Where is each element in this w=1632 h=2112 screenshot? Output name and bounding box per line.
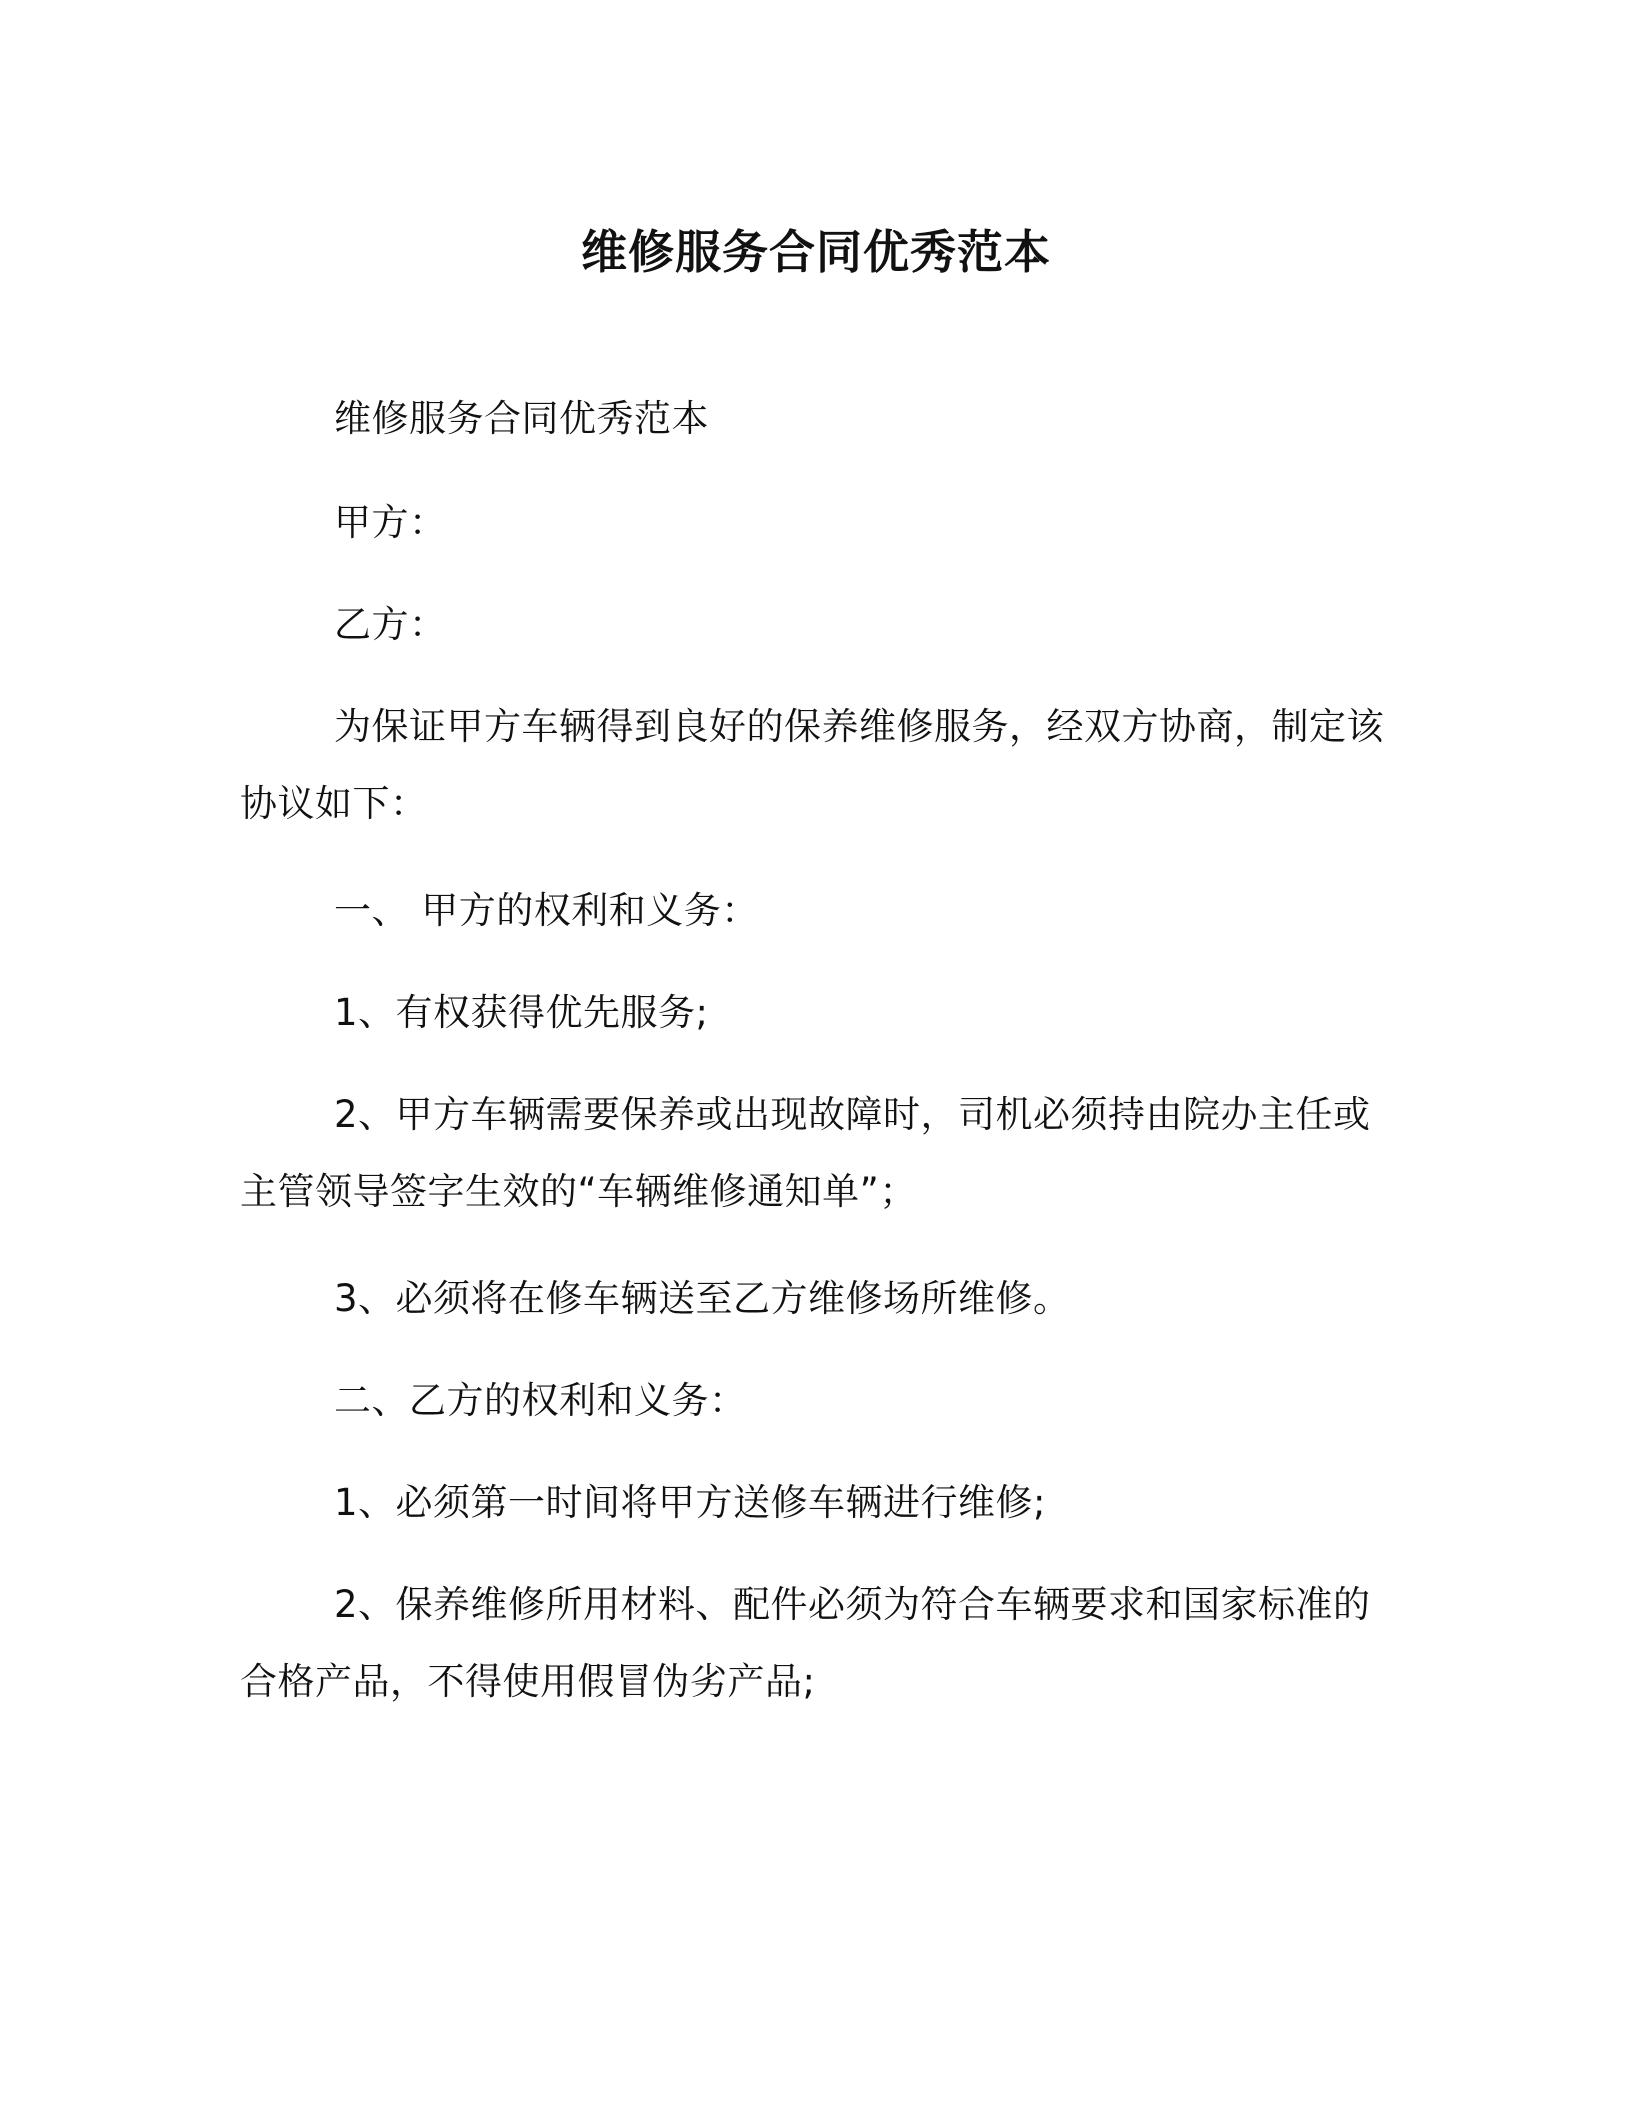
- paragraph-line: 为保证甲方车辆得到良好的保养维修服务，经双方协商，制定该: [334, 705, 1384, 748]
- paragraph-party-b: [240, 586, 1390, 663]
- section-heading-party-b: [240, 1362, 1390, 1439]
- clause-a-1: [240, 974, 1390, 1051]
- paragraph-party-a: [240, 484, 1390, 561]
- clause-b-1: [240, 1464, 1390, 1541]
- paragraph-line: 1、必须第一时间将甲方送修车辆进行维修;: [334, 1481, 1047, 1524]
- paragraph-line: 2、甲方车辆需要保养或出现故障时，司机必须持由院办主任或: [334, 1093, 1371, 1136]
- paragraph-line: 二、乙方的权利和义务：: [334, 1379, 747, 1422]
- paragraph-subtitle: [240, 380, 1390, 457]
- paragraph-line: 合格产品，不得使用假冒伪劣产品;: [240, 1660, 816, 1703]
- paragraph-line: 甲方：: [334, 501, 447, 544]
- paragraph-line: 一、 甲方的权利和义务：: [334, 889, 759, 932]
- paragraph-preamble: [240, 688, 1390, 842]
- paragraph-line: 维修服务合同优秀范本: [334, 397, 709, 440]
- paragraph-line: 乙方：: [334, 603, 447, 646]
- document-title: 维修服务合同优秀范本: [581, 225, 1051, 279]
- paragraph-line: 协议如下：: [240, 782, 428, 825]
- clause-a-2: [240, 1076, 1390, 1230]
- paragraph-line: 3、必须将在修车辆送至乙方维修场所维修。: [334, 1277, 1071, 1320]
- section-heading-party-a: [240, 872, 1390, 949]
- paragraph-line: 1、有权获得优先服务;: [334, 991, 709, 1034]
- clause-b-2: [240, 1566, 1390, 1720]
- paragraph-line: 2、保养维修所用材料、配件必须为符合车辆要求和国家标准的: [334, 1583, 1371, 1626]
- paragraph-line: 主管领导签字生效的“车辆维修通知单”；: [240, 1170, 917, 1213]
- clause-a-3: [240, 1260, 1390, 1337]
